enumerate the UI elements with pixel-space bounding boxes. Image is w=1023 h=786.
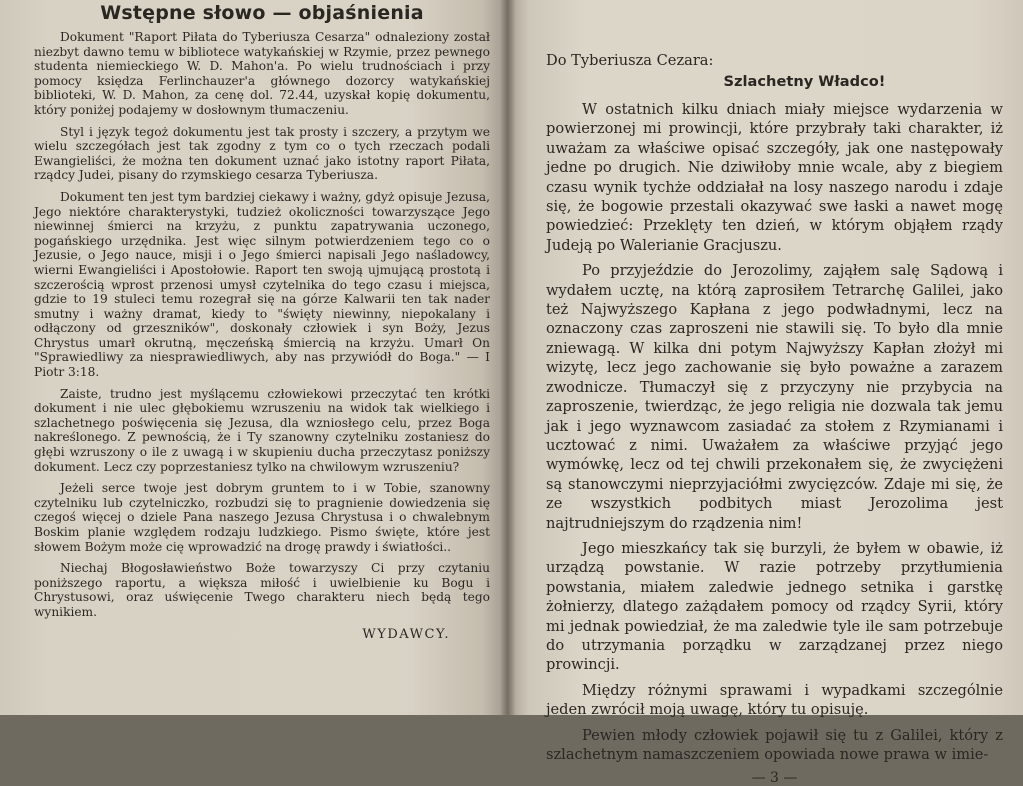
page-heading: Wstępne słowo — objaśnienia (100, 2, 424, 24)
publisher-signature: WYDAWCY. (362, 626, 450, 642)
letter-paragraph: Po przyjeździe do Jerozolimy, zająłem salę Sądową i wydałem ucztę, na którą zaprosiłem Tetrarchę Galilei, jako też Najwyższego Kapłana z jego podwładnymi, lecz na oznaczony czas zaproszeni nie stawili się. To było dla mnie zniewagą. W kilka dni potym Najwyższy Kapłan złożył mi wizytę, lecz jego zachowanie się było poważne a zarazem zwodnicze. Tłumaczył się z przyczyny nie przybycia na zaproszenie, twierdząc, że jego religia nie dozwala tak jemu jak i jego wyznawcom zasiadać za stołem z Rzymianami i ucztować z nimi. Uważałem za właściwe przyjąć jego wymówkę, lecz od tej chwili przekonałem się, że zwyciężeni są stanowczymi nieprzyjaciółmi zwycięzców. Zdaje mi się, że ze wszystkich podbitych miast Jerozolima jest najtrudniejszym do rządzenia nim! (546, 262, 1003, 532)
preface-paragraph: Dokument ten jest tym bardziej ciekawy i ważny, gdyż opisuje Jezusa, Jego niektóre charakterystyki, tudzież okoliczności towarzyszące Jego niewinnej śmierci na krzyżu, z punktu zapatrywania uczonego, pogańskiego urzędnika. Jest więc silnym potwierdzeniem tego co o Jezusie, o Jego nauce, misji i o Jego śmierci napisali Jego naśladowcy, wierni Ewangieliści i Apostołowie. Raport ten swoją ujmującą prostotą i szczerością wprost przenosi umysł czytelnika do tego czasu i miejsca, gdzie to 19 stuleci temu rozegrał się na górze Kalwarii ten tak nader smutny i ważny dramat, kiedy to "święty niewinny, niepokalany i odłączony od grzeszników", doskonały człowiek i syn Boży, Jezus Chrystus umarł okrutną, męczeńską śmiercią na krzyżu. Umarł On "Sprawiedliwy za niesprawiedliwych, aby nas przywiódł do Boga." — I Piotr 3:18. (34, 189, 490, 380)
letter-paragraph: Pewien młody człowiek pojawił się tu z Galilei, który z szlachetnym namaszczeniem opowiada nowe prawa w imie- (546, 726, 1003, 763)
letter-paragraph: W ostatnich kilku dniach miały miejsce wydarzenia w powierzonej mi prowincji, które przybrały taki charakter, iż uważam za właściwe opisać szczegóły, jak one następowały jedne po drugich. Nie dziwiłoby mnie wcale, aby z biegiem czasu wynik tychże oddziałał na losy naszego narodu i zdaje się, że bogowie przestali okazywać swe łaski a nawet mogę powiedzieć: Przeklęty ten dzień, w którym objąłem rządy Judeją po Walerianie Gracjuszu. (546, 101, 1003, 254)
page-number: — 3 — (751, 770, 798, 786)
preface-paragraph: Zaiste, trudno jest myślącemu człowiekowi przeczytać ten krótki dokument i nie ulec głębokiemu wzruszeniu na widok tak wielkiego i szlachetnego poświęcenia się Jezusa, dla wzniosłego celu, przez Boga nakreślonego. Z pewnością, że i Ty szanowny czytelniku zostaniesz do głębi wzruszony o ile z uwagą i w skupieniu ducha przeczytasz poniższy dokument. Lecz czy poprzestaniesz tylko na chwilowym wzruszeniu? (34, 386, 490, 474)
letter-paragraph: Między różnymi sprawami i wypadkami szczególnie jeden zwrócił moją uwagę, który tu opisuję. (546, 681, 1003, 719)
preface-paragraph: Dokument "Raport Piłata do Tyberiusza Cesarza" odnaleziony został niezbyt dawno temu w bibliotece watykańskiej w Rzymie, przez pewnego studenta niemieckiego W. D. Mahon'a. Po wielu trudnościach i przy pomocy księdza Ferlinchauzer'a głównego dozorcy watykańskiej biblioteki, W. D. Mahon, za cenę dol. 72.44, uzyskał kopię dokumentu, który poniżej podajemy w dosłownym tłumaczeniu. (34, 30, 490, 117)
letter-paragraph: Jego mieszkańcy tak się burzyli, że byłem w obawie, iż urządzą powstanie. W razie potrzeby przytłumienia powstania, miałem zaledwie jednego setnika i garstkę żołnierzy, dlatego zażądałem pomocy od rządcy Syrii, który mi jednak powiedział, że ma zaledwie tyle ile sam potrzebuje do utrzymania porządku w zarządzanej przez niego prowincji. (546, 539, 1003, 674)
preface-paragraph: Niechaj Błogosławieństwo Boże towarzyszy Ci przy czytaniu poniższego raportu, a większa miłość i uwielbienie ku Bogu i Chrystusowi, oraz uświęcenie Twego charakteru niech będą tego wynikiem. (34, 561, 490, 619)
preface-paragraph: Jeżeli serce twoje jest dobrym gruntem to i w Tobie, szanowny czytelniku lub czytelniczko, rozbudzi się to pragnienie dowiedzenia się czegoś więcej o dziele Pana naszego Jezusa Chrystusa i o chwalebnym Boskim planie względem rodzaju ludzkiego. Pismo święte, które jest słowem Bożym może cię wprowadzić na drogę prawdy i światłości.. (34, 481, 490, 554)
preface-text (34, 30, 490, 620)
letter-text (546, 100, 1003, 764)
letter-addressee: Do Tyberiusza Cezara: (546, 52, 714, 69)
left-page (0, 0, 508, 715)
preface-paragraph: Styl i język tegoż dokumentu jest tak prosty i szczery, a przytym we wielu szczegółach jest tak zgodny z tym co o tych rzeczach podali Ewangieliści, że można ten dokument uznać jako istotny raport Piłata, rządcy Judei, pisany do rzymskiego cesarza Tyberiusza. (34, 124, 490, 183)
book-gutter (500, 0, 516, 715)
letter-salutation: Szlachetny Władco! (723, 73, 886, 90)
right-page (508, 0, 1023, 786)
